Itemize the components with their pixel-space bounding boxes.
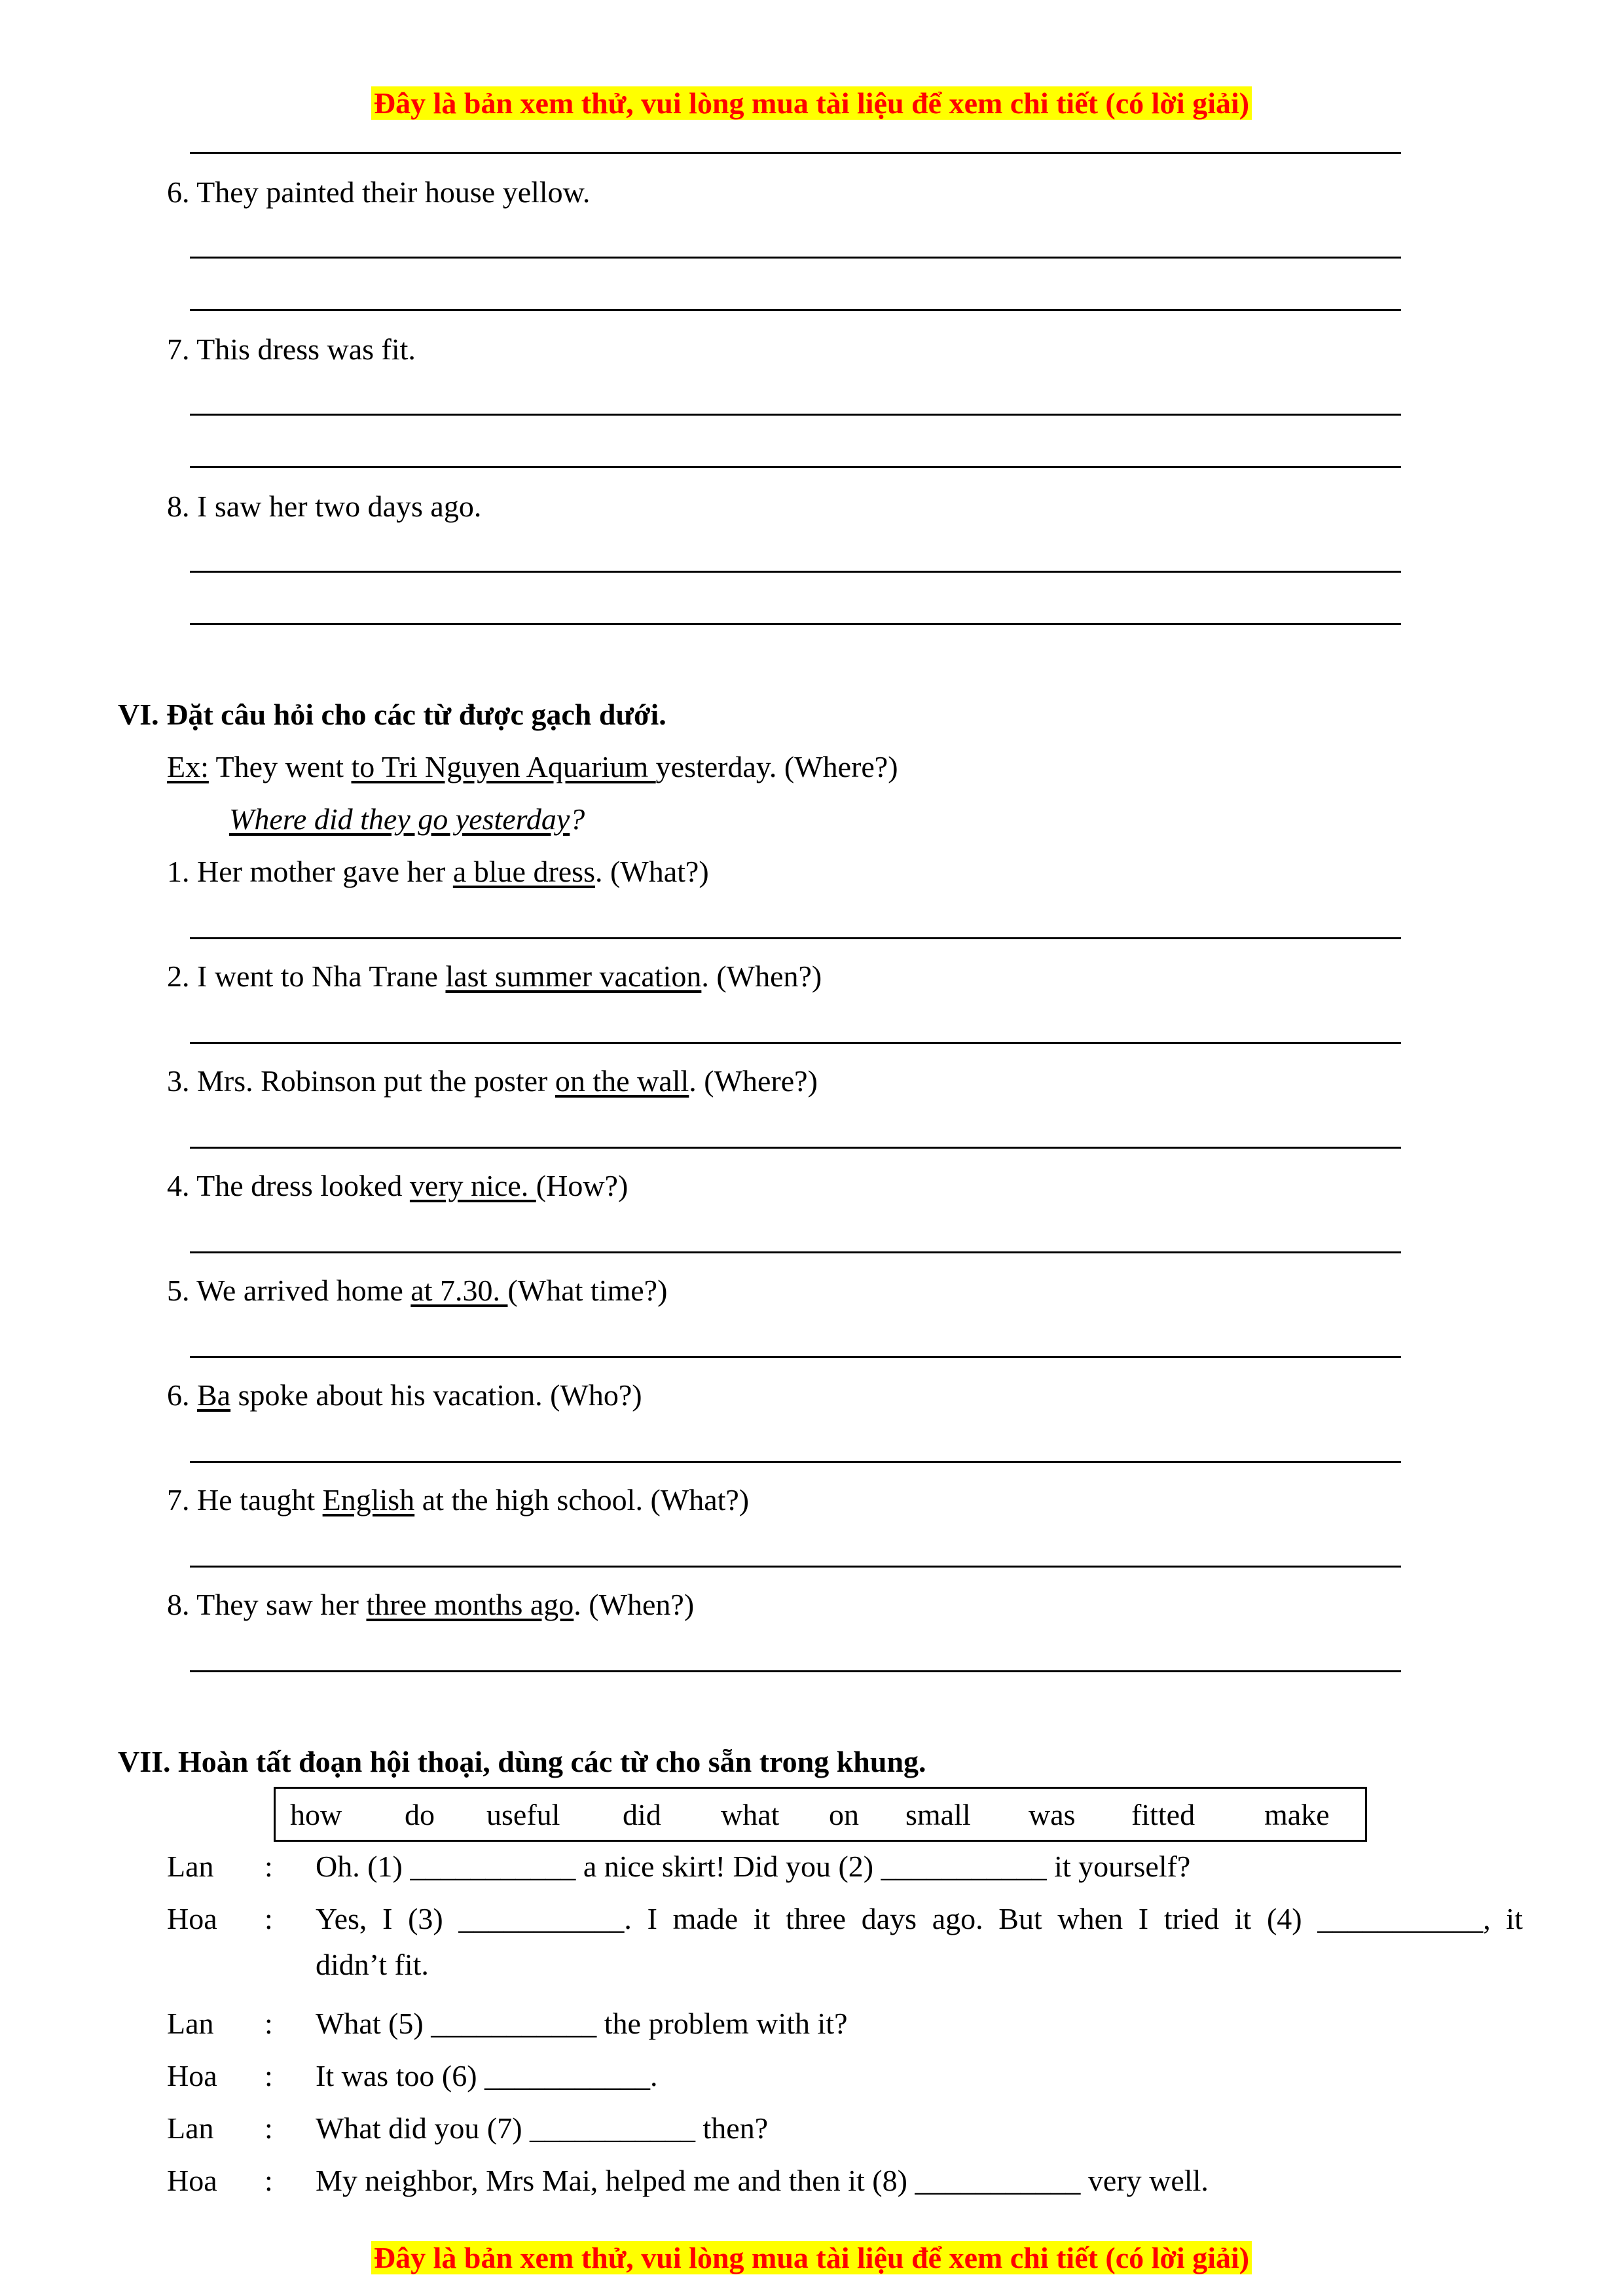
word-option: was — [1029, 1798, 1076, 1831]
answer-line — [190, 571, 1401, 573]
dialogue-colon: : — [264, 2164, 273, 2197]
word-option: fitted — [1131, 1798, 1195, 1831]
word-option: on — [829, 1798, 859, 1831]
question-item: 7. He taught English at the high school. (What?) — [167, 1483, 750, 1516]
dialogue-colon: : — [264, 2007, 273, 2040]
exercise-item: 6. They painted their house yellow. — [167, 175, 591, 209]
answer-line — [190, 1251, 1401, 1253]
word-option: do — [405, 1798, 435, 1831]
banner-text: Đây là bản xem thử, vui lòng mua tài liệu để xem chi tiết (có lời giải) — [371, 2241, 1252, 2274]
dialogue-colon: : — [264, 2111, 273, 2145]
dialogue-line: It was too (6) ___________. — [316, 2059, 658, 2092]
answer-line — [190, 1461, 1401, 1463]
question-item: 6. Ba spoke about his vacation. (Who?) — [167, 1378, 642, 1412]
dialogue-speaker: Hoa — [167, 1902, 217, 1935]
dialogue-speaker: Hoa — [167, 2164, 217, 2197]
word-option: small — [905, 1798, 971, 1831]
question-item: 3. Mrs. Robinson put the poster on the wall. (Where?) — [167, 1064, 818, 1098]
example-question: Ex: They went to Tri Nguyen Aquarium yesterday. (Where?) — [167, 750, 898, 783]
dialogue-speaker: Lan — [167, 1850, 214, 1883]
exercise-item: 7. This dress was fit. — [167, 332, 416, 366]
answer-line — [190, 414, 1401, 416]
answer-line — [190, 152, 1401, 154]
answer-line — [190, 623, 1401, 625]
dialogue-colon: : — [264, 2059, 273, 2092]
dialogue-line: What (5) ___________ the problem with it? — [316, 2007, 848, 2040]
answer-line — [190, 1356, 1401, 1358]
answer-line — [190, 1670, 1401, 1672]
question-item: 8. They saw her three months ago. (When?) — [167, 1588, 695, 1621]
exercise-item: 8. I saw her two days ago. — [167, 490, 482, 523]
answer-line — [190, 1042, 1401, 1044]
section-heading: VII. Hoàn tất đoạn hội thoại, dùng các từ cho sẵn trong khung. — [118, 1745, 926, 1778]
question-item: 2. I went to Nha Trane last summer vacation. (When?) — [167, 960, 822, 993]
example-answer: Where did they go yesterday? — [229, 802, 585, 836]
dialogue-speaker: Lan — [167, 2007, 214, 2040]
dialogue-colon: : — [264, 1902, 273, 1935]
word-box — [274, 1787, 1367, 1842]
question-item: 4. The dress looked very nice. (How?) — [167, 1169, 629, 1202]
answer-line — [190, 466, 1401, 468]
preview-banner-bottom — [0, 2237, 1623, 2279]
word-option: what — [721, 1798, 780, 1831]
answer-line — [190, 937, 1401, 939]
dialogue-colon: : — [264, 1850, 273, 1883]
dialogue-line: Yes, I (3) ___________. I made it three days ago. But when I tried it (4) ___________, it — [316, 1902, 1523, 1935]
dialogue-line-continued: didn’t fit. — [316, 1948, 429, 1981]
dialogue-line: What did you (7) ___________ then? — [316, 2111, 769, 2145]
word-option: useful — [486, 1798, 560, 1831]
word-option: how — [290, 1798, 342, 1831]
answer-line — [190, 1147, 1401, 1149]
section-heading: VI. Đặt câu hỏi cho các từ được gạch dưới. — [118, 698, 666, 731]
word-option: did — [623, 1798, 661, 1831]
dialogue-line: Oh. (1) ___________ a nice skirt! Did you (2) ___________ it yourself? — [316, 1850, 1191, 1883]
answer-line — [190, 1566, 1401, 1568]
answer-line — [190, 309, 1401, 311]
dialogue-speaker: Lan — [167, 2111, 214, 2145]
answer-line — [190, 257, 1401, 259]
dialogue-speaker: Hoa — [167, 2059, 217, 2092]
question-item: 5. We arrived home at 7.30. (What time?) — [167, 1274, 668, 1307]
word-option: make — [1264, 1798, 1330, 1831]
banner-text: Đây là bản xem thử, vui lòng mua tài liệu để xem chi tiết (có lời giải) — [371, 86, 1252, 120]
preview-banner-top — [0, 82, 1623, 124]
question-item: 1. Her mother gave her a blue dress. (What?) — [167, 855, 709, 888]
dialogue-line: My neighbor, Mrs Mai, helped me and then it (8) ___________ very well. — [316, 2164, 1209, 2197]
